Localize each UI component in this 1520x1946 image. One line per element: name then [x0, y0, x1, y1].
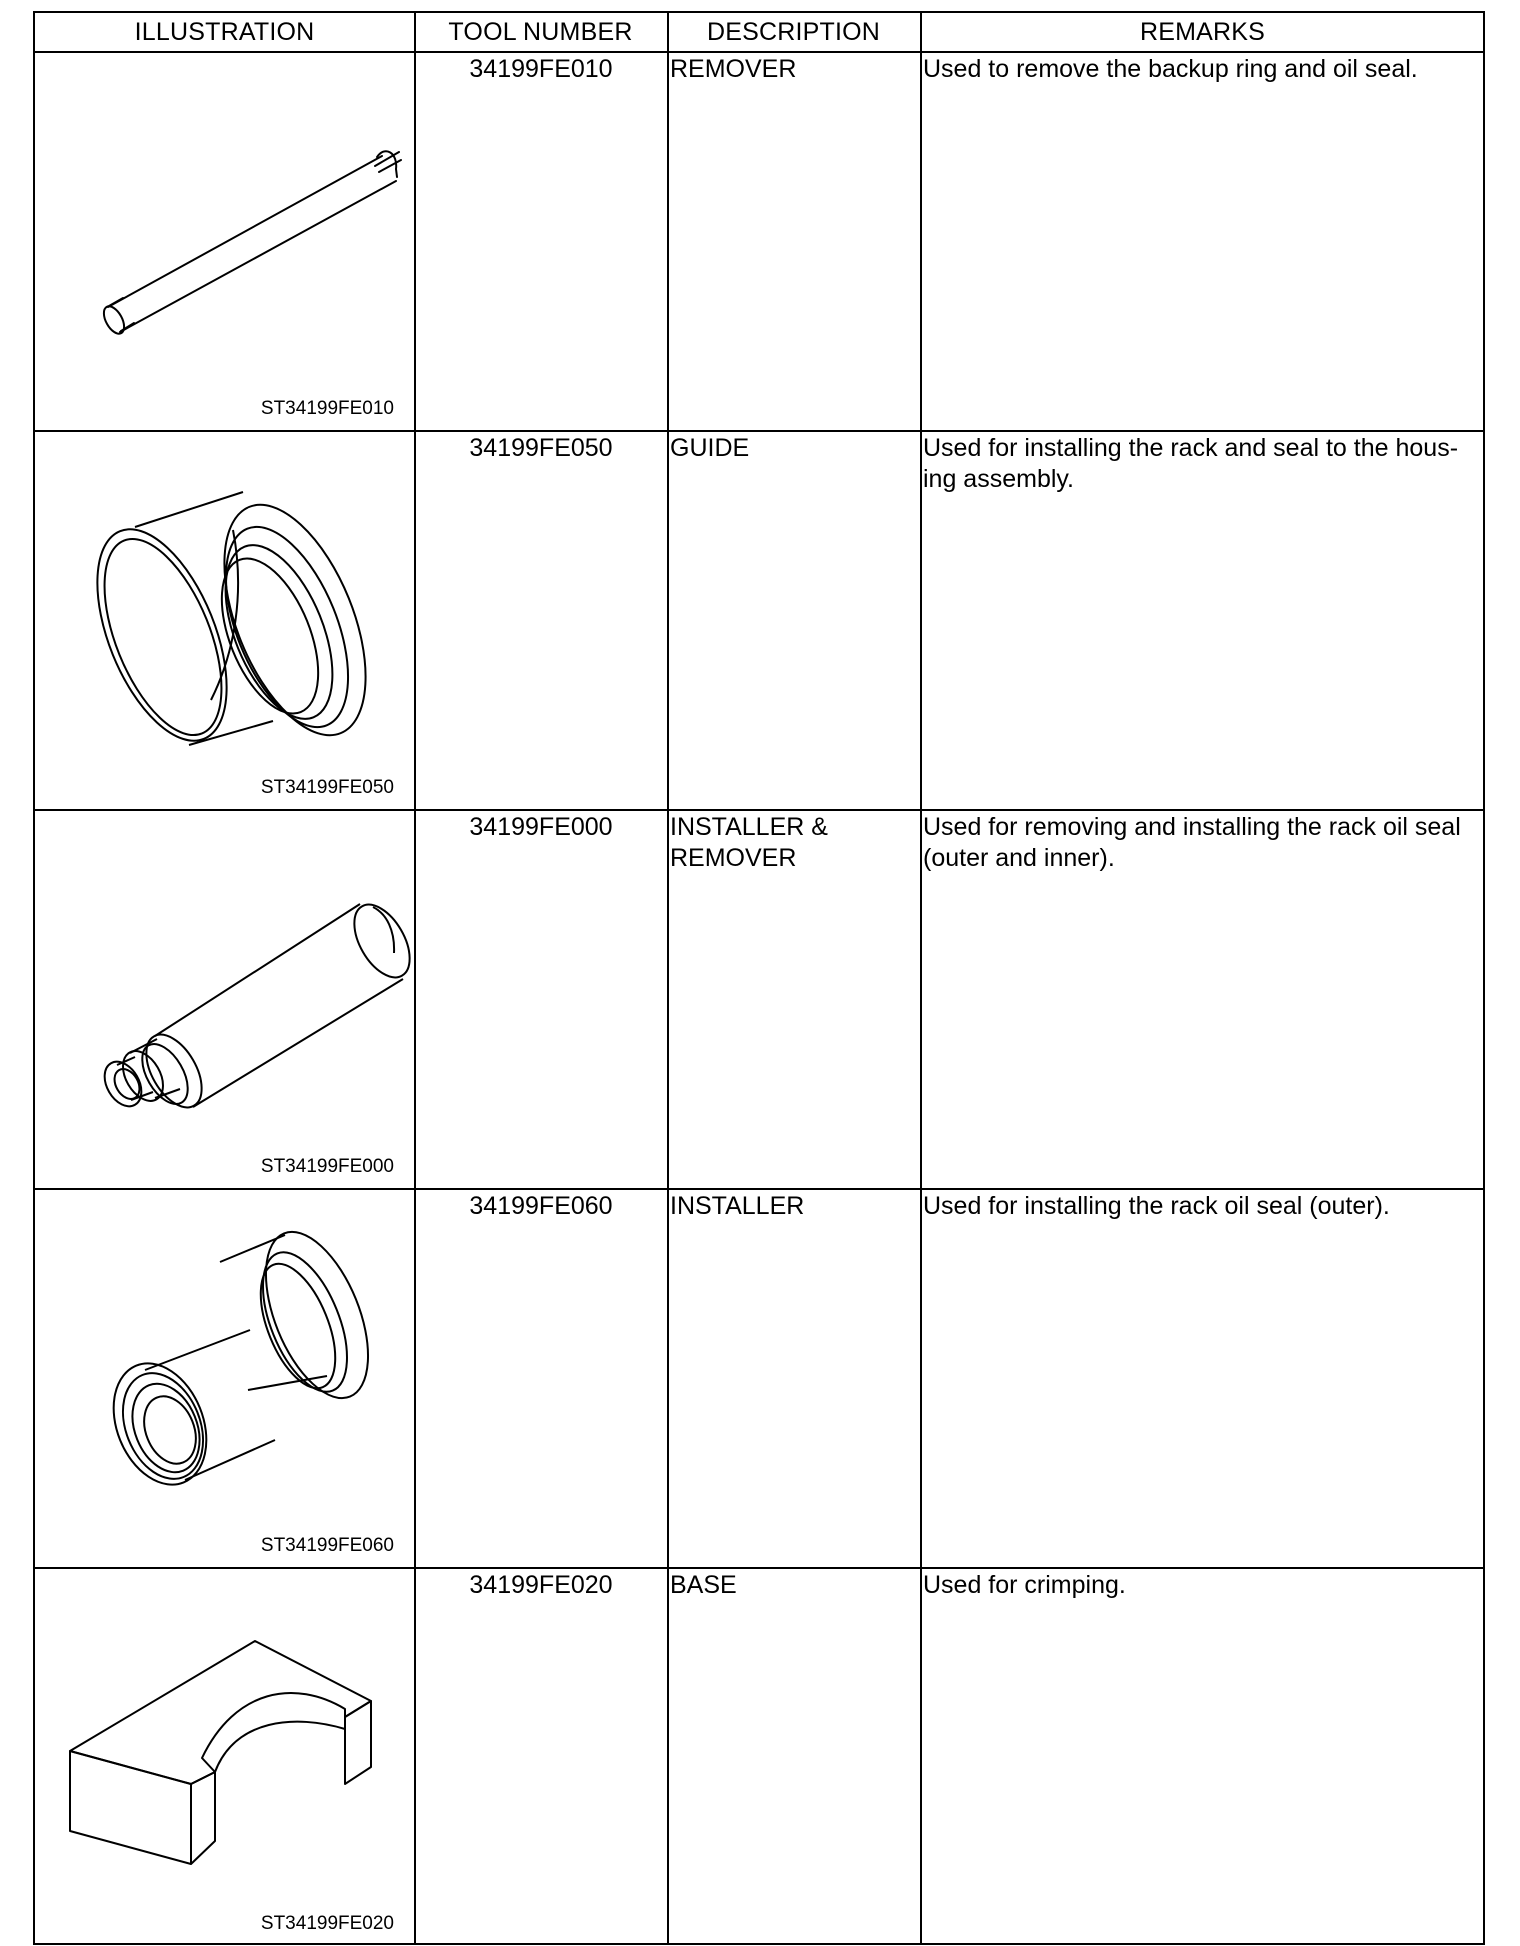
remarks-line: Used for crimping. [923, 1571, 1126, 1599]
tool-number: 34199FE020 [469, 1571, 613, 1599]
header-remarks: REMARKS [1139, 18, 1266, 46]
description-line: INSTALLER & [670, 813, 828, 841]
illustration-code: ST34199FE010 [260, 398, 394, 419]
header-description: DESCRIPTION [706, 18, 881, 46]
table-row-illustration [35, 53, 414, 430]
tool-description [670, 54, 910, 85]
tool-remarks [923, 812, 1468, 874]
remarks-line: Used to remove the backup ring and oil seal. [923, 55, 1418, 83]
table-row-illustration [35, 1569, 414, 1945]
table-row-illustration [35, 811, 414, 1188]
remarks-line: (outer and inner). [923, 844, 1115, 872]
installer-remover-shaft-icon [35, 811, 414, 1188]
column-divider [667, 13, 669, 1943]
column-divider [920, 13, 922, 1943]
description-line: REMOVER [670, 844, 797, 872]
header-tool-number: TOOL NUMBER [448, 18, 633, 46]
tool-description [670, 1570, 910, 1601]
description-line: INSTALLER [670, 1192, 805, 1220]
illustration-code: ST34199FE020 [260, 1913, 394, 1934]
tool-remarks [923, 433, 1468, 495]
illustration-code: ST34199FE060 [260, 1535, 394, 1556]
header-illustration: ILLUSTRATION [134, 18, 315, 46]
tool-description [670, 812, 910, 874]
tool-number: 34199FE060 [469, 1192, 613, 1220]
special-tools-table [33, 11, 1485, 1945]
illustration-code: ST34199FE050 [260, 777, 394, 798]
tool-remarks [923, 1191, 1468, 1222]
column-divider [414, 13, 416, 1943]
tool-remarks [923, 54, 1468, 85]
tool-number: 34199FE000 [469, 813, 613, 841]
remover-rod-icon [35, 53, 414, 430]
tool-number: 34199FE010 [469, 55, 613, 83]
description-line: GUIDE [670, 434, 750, 462]
remarks-line: Used for removing and installing the rack oil seal [923, 813, 1461, 841]
tool-description [670, 1191, 910, 1222]
description-line: BASE [670, 1571, 737, 1599]
tool-description [670, 433, 910, 464]
remarks-line: Used for installing the rack oil seal (outer). [923, 1192, 1390, 1220]
table-row-illustration [35, 1190, 414, 1567]
tool-remarks [923, 1570, 1468, 1601]
illustration-code: ST34199FE000 [260, 1156, 394, 1177]
crimping-base-block-icon [35, 1569, 414, 1945]
remarks-line: ing assembly. [923, 465, 1074, 493]
table-row-illustration [35, 432, 414, 809]
remarks-line: Used for installing the rack and seal to the hous- [923, 434, 1459, 462]
installer-drift-icon [35, 1190, 414, 1567]
description-line: REMOVER [670, 55, 797, 83]
tool-number: 34199FE050 [469, 434, 613, 462]
guide-sleeve-icon [35, 432, 414, 809]
